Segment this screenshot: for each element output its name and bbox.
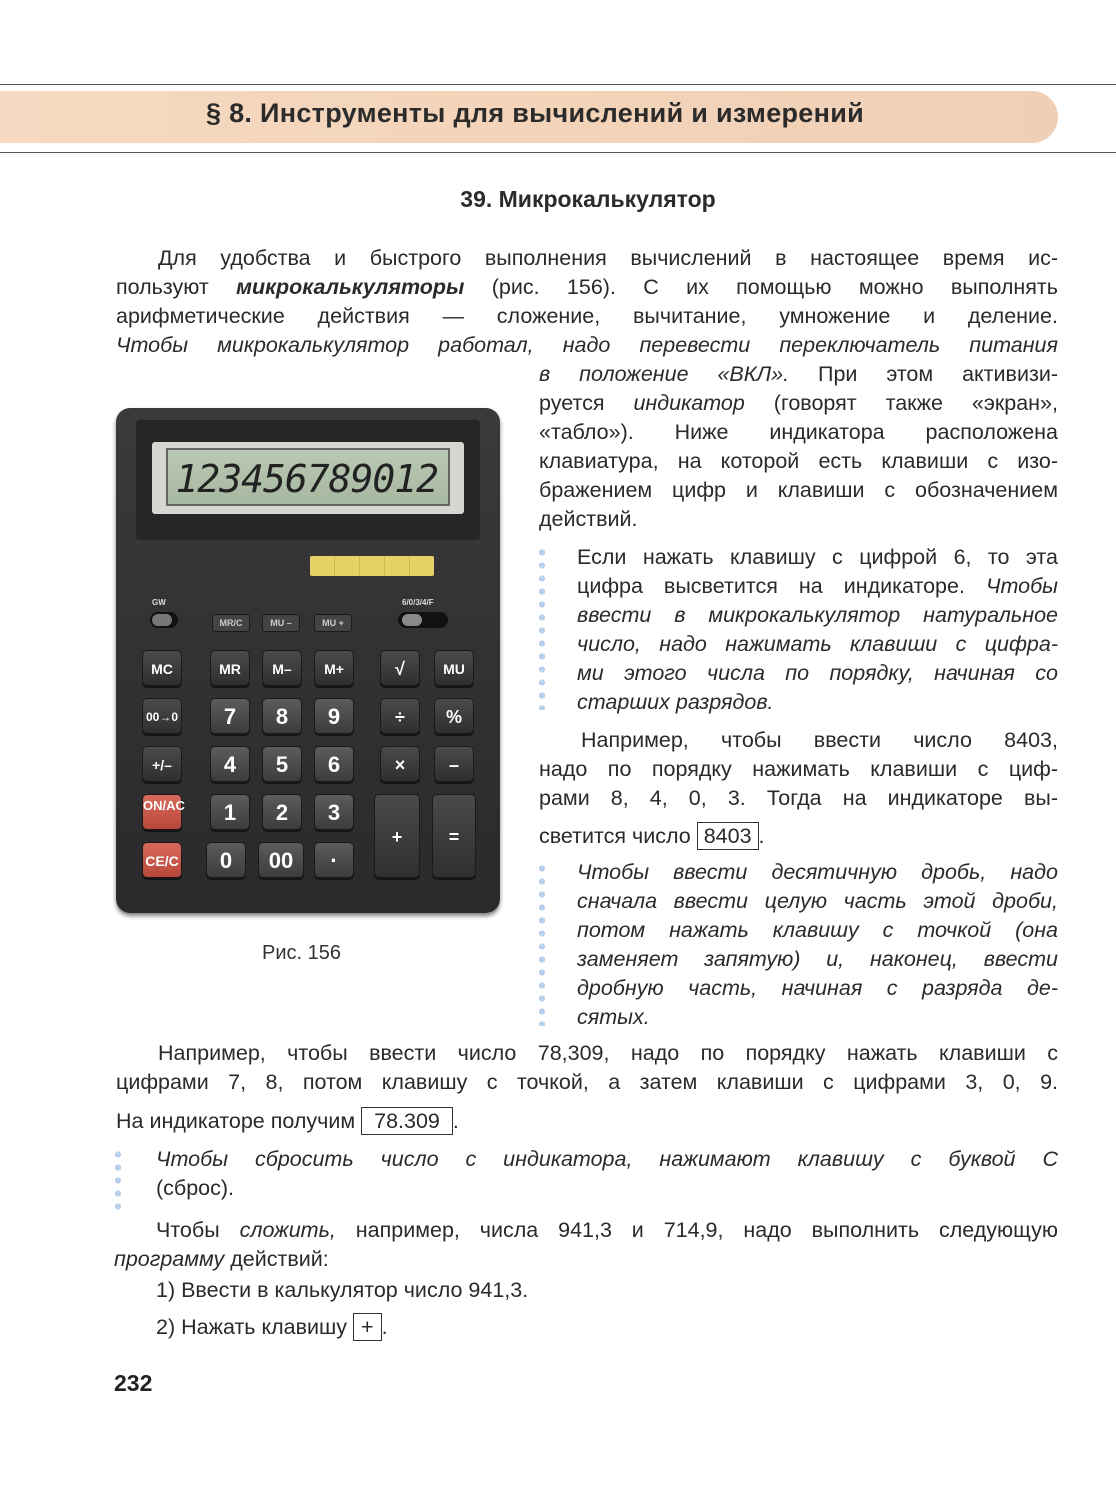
- indicator-box-8403: 8403: [697, 822, 759, 850]
- key-minus[interactable]: –: [434, 746, 474, 782]
- key-sqrt[interactable]: √: [380, 650, 420, 686]
- key-ce-c[interactable]: CE/C: [142, 842, 182, 878]
- power-switch[interactable]: [150, 612, 178, 628]
- key-mr[interactable]: MR: [210, 650, 250, 686]
- mode-switch[interactable]: [398, 612, 448, 628]
- key-equals[interactable]: =: [432, 794, 476, 878]
- p1-line-7: «табло»). Ниже индикатора расположена: [539, 420, 1058, 444]
- header-bottom-rule: [0, 152, 1116, 153]
- p2-line-3: ввести в микрокалькулятор натуральное: [577, 603, 1058, 627]
- key-2[interactable]: 2: [262, 794, 302, 830]
- program-step-1: 1) Ввести в калькулятор число 941,3.: [156, 1278, 529, 1302]
- plus-key-box: +: [353, 1313, 382, 1341]
- p7-line-1: Чтобы сложить, например, числа 941,3 и 714,9, надо выполнить следующую: [156, 1218, 1058, 1242]
- key-7[interactable]: 7: [210, 698, 250, 734]
- key-on-ac[interactable]: ON/AC: [142, 794, 182, 830]
- p1-line-6: руется индикатор (говорят также «экран»,: [539, 391, 1058, 415]
- section-title: § 8. Инструменты для вычислений и измерений: [206, 98, 865, 128]
- mini-key-mrc[interactable]: MR/C: [212, 614, 250, 632]
- key-9[interactable]: 9: [314, 698, 354, 734]
- p3-line-3: рами 8, 4, 0, 3. Тогда на индикаторе вы-: [539, 786, 1058, 810]
- p6-line-2: (сброс).: [156, 1176, 235, 1200]
- p1-line-4: Чтобы микрокалькулятор работал, надо перевести переключатель питания: [116, 333, 1058, 357]
- rule-marker-dots: [114, 1148, 122, 1212]
- p5-line-3: На индикаторе получим 78.309 .: [116, 1109, 459, 1133]
- key-multiply[interactable]: ×: [380, 746, 420, 782]
- calculator-display: 123456789012: [166, 448, 450, 506]
- p5-line-2: цифрами 7, 8, потом клавишу с точкой, а затем клавиши с цифрами 3, 0, 9.: [116, 1070, 1058, 1094]
- top-rule: [0, 84, 1116, 85]
- power-switch-knob: [152, 614, 172, 626]
- p6-line-1: Чтобы сбросить число с индикатора, нажимают клавишу с буквой С: [156, 1147, 1058, 1171]
- p4-line-4: заменяет запятую) и, наконец, ввести: [577, 947, 1058, 971]
- key-divide[interactable]: ÷: [380, 698, 420, 734]
- key-1[interactable]: 1: [210, 794, 250, 830]
- p2-line-1: Если нажать клавишу с цифрой 6, то эта: [577, 545, 1058, 569]
- rule-marker-dots: [538, 546, 546, 710]
- key-point[interactable]: ·: [314, 842, 354, 878]
- key-0[interactable]: 0: [206, 842, 246, 878]
- key-plus[interactable]: +: [374, 794, 420, 878]
- solar-panel: [310, 556, 434, 576]
- mini-key-mu-minus[interactable]: MU –: [262, 614, 300, 632]
- p1-line-3: арифметические действия — сложение, вычитание, умножение и деление.: [116, 304, 1058, 328]
- key-4[interactable]: 4: [210, 746, 250, 782]
- p4-line-1: Чтобы ввести десятичную дробь, надо: [577, 860, 1058, 884]
- key-00[interactable]: 00: [258, 842, 304, 878]
- page-number: 232: [114, 1370, 153, 1396]
- p5-line-1: Например, чтобы ввести число 78,309, надо по порядку нажать клавиши с: [158, 1041, 1058, 1065]
- p1-line-5: в положение «ВКЛ». При этом активизи-: [539, 362, 1058, 386]
- p7-line-2: программу действий:: [114, 1247, 329, 1271]
- p2-line-2: цифра высветится на индикаторе. Чтобы: [577, 574, 1058, 598]
- subtitle: 39. Микрокалькулятор: [460, 186, 716, 212]
- p3-line-1: Например, чтобы ввести число 8403,: [581, 728, 1058, 752]
- key-percent[interactable]: %: [434, 698, 474, 734]
- key-mc[interactable]: MC: [142, 650, 182, 686]
- p3-line-2: надо по порядку нажимать клавиши с циф-: [539, 757, 1058, 781]
- p3-line-4: светится число 8403 .: [539, 824, 765, 848]
- p4-line-2: сначала ввести целую часть этой дроби,: [577, 889, 1058, 913]
- key-5[interactable]: 5: [262, 746, 302, 782]
- rule-marker-dots: [538, 862, 546, 1026]
- calculator-figure: [116, 408, 500, 913]
- p1-line-10: действий.: [539, 507, 638, 531]
- p1-line-2: пользуют микрокалькуляторы (рис. 156). С их помощью можно выполнять: [116, 275, 1058, 299]
- p4-line-5: дробную часть, начиная с разряда де-: [577, 976, 1058, 1000]
- power-label: GW: [152, 598, 166, 607]
- key-00-0[interactable]: 00→0: [142, 698, 182, 734]
- key-3[interactable]: 3: [314, 794, 354, 830]
- key-m-minus[interactable]: M–: [262, 650, 302, 686]
- figure-caption: Рис. 156: [262, 942, 341, 964]
- key-6[interactable]: 6: [314, 746, 354, 782]
- key-sign[interactable]: +/–: [142, 746, 182, 782]
- p2-line-6: старших разрядов.: [577, 690, 774, 714]
- key-mu[interactable]: MU: [434, 650, 474, 686]
- p1-line-8: клавиатура, на которой есть клавиши с изо-: [539, 449, 1058, 473]
- program-step-2: 2) Нажать клавишу + .: [156, 1315, 388, 1339]
- key-m-plus[interactable]: M+: [314, 650, 354, 686]
- p2-line-5: ми этого числа по порядку, начиная со: [577, 661, 1058, 685]
- p1-line-9: бражением цифр и клавиши с обозначением: [539, 478, 1058, 502]
- key-8[interactable]: 8: [262, 698, 302, 734]
- p4-line-6: сятых.: [577, 1005, 650, 1029]
- p1-line-1: Для удобства и быстрого выполнения вычислений в настоящее время ис-: [158, 246, 1058, 270]
- indicator-box-78309: 78.309: [361, 1107, 453, 1135]
- p4-line-3: потом нажать клавишу с точкой (она: [577, 918, 1058, 942]
- p2-line-4: число, надо нажимать клавиши с цифра-: [577, 632, 1058, 656]
- mode-switch-label: 6/0/3/4/F: [402, 598, 434, 607]
- mode-switch-knob: [402, 614, 422, 626]
- mini-key-mu-plus[interactable]: MU +: [314, 614, 352, 632]
